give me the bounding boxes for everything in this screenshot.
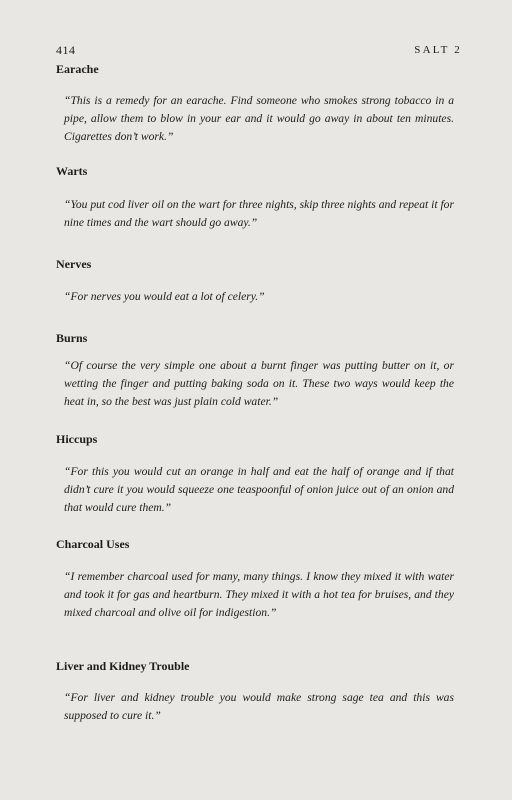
section-heading-earache: Earache bbox=[56, 62, 99, 76]
section-text-charcoal-uses: “I remember charcoal used for many, many things. I know they mixed it with water and took it for gas and heartburn. They mixed it with a hot tea for bruises, and they mixed charcoal and olive oil for indigestion.” bbox=[64, 570, 454, 619]
page-number: 414 bbox=[56, 43, 76, 57]
section-heading-nerves: Nerves bbox=[56, 257, 92, 271]
section-heading-warts: Warts bbox=[56, 164, 88, 178]
section-text-burns: “Of course the very simple one about a burnt finger was putting butter on it, or wetting the finger and putting baking soda on it. These two ways would keep the heat in, so the best was just plain cold water.” bbox=[64, 359, 454, 408]
section-heading-liver-kidney: Liver and Kidney Trouble bbox=[56, 659, 190, 673]
section-heading-hiccups: Hiccups bbox=[56, 432, 98, 446]
section-text-earache: “This is a remedy for an earache. Find someone who smokes strong tobacco in a pipe, allow them to blow in your ear and it would go away in about ten minutes. Cigarettes don’t work.” bbox=[64, 94, 454, 143]
section-text-hiccups: “For this you would cut an orange in half and eat the half of orange and if that didn’t cure it you would squeeze one teaspoonful of onion juice out of an onion and that would cure them.” bbox=[64, 465, 454, 514]
section-text-nerves: “For nerves you would eat a lot of celery.” bbox=[64, 290, 265, 303]
section-heading-burns: Burns bbox=[56, 331, 88, 345]
section-heading-charcoal-uses: Charcoal Uses bbox=[56, 537, 130, 551]
section-text-liver-kidney: “For liver and kidney trouble you would make strong sage tea and this was supposed to cure it.” bbox=[64, 691, 454, 722]
running-head: SALT 2 bbox=[414, 44, 462, 56]
section-text-warts: “You put cod liver oil on the wart for three nights, skip three nights and repeat it for nine times and the wart should go away.” bbox=[64, 198, 454, 229]
